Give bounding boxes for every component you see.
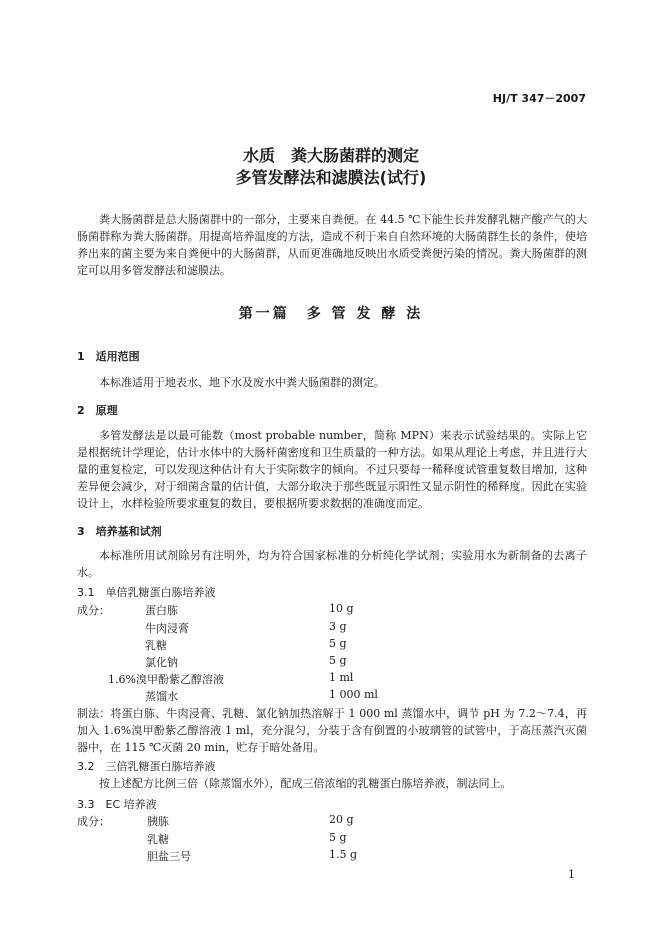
page-number: 1	[568, 868, 575, 881]
standard-code: HJ/T 347－2007	[492, 92, 586, 105]
ingredient-amount: 5 g	[329, 831, 347, 844]
ingredient-name: 蒸馏水	[145, 690, 178, 703]
ingredient-name: 牛肉浸膏	[145, 622, 189, 635]
ingredient-name: 1.6%溴甲酚紫乙醇溶液	[108, 673, 224, 686]
intro-paragraph: 粪大肠菌群是总大肠菌群中的一部分，主要来自粪便。在 44.5 ℃下能生长并发酵乳糖产酸产气的大肠菌群称为粪大肠菌群。用提高培养温度的方法，造成不利于来自自然环境的大肠菌群生长的条件，使培养出来的菌主要为来自粪便中的大肠菌群，从而更准确地反映出水质受粪便污染的情况。粪大肠菌群的测定可以用多管发酵法和滤膜法。	[77, 213, 587, 277]
ingredient-name: 氯化钠	[145, 656, 178, 669]
subsection-3-3-heading: 3.3 EC 培养液	[77, 798, 157, 811]
ingredient-amount: 5 g	[329, 654, 347, 667]
section-1-text: 本标准适用于地表水、地下水及废水中粪大肠菌群的测定。	[99, 376, 385, 389]
subsection-3-2-heading: 3.2 三倍乳糖蛋白胨培养液	[77, 760, 216, 773]
subsection-3-2-text: 按上述配方比例三倍（除蒸馏水外），配成三倍浓缩的乳糖蛋白胨培养液，制法同上。	[99, 777, 512, 790]
section-3-heading: 3 培养基和试剂	[77, 525, 162, 538]
subsection-3-1-heading: 3.1 单倍乳糖蛋白胨培养液	[77, 586, 216, 599]
ingredient-amount: 20 g	[329, 813, 354, 826]
ingredients-label: 成分：	[77, 604, 110, 617]
ingredient-name: 蛋白胨	[145, 604, 178, 617]
ingredients-label: 成分：	[77, 815, 110, 828]
section-2-heading: 2 原理	[77, 404, 118, 417]
ingredient-name: 乳糖	[145, 639, 167, 652]
section-3-text: 本标准所用试剂除另有注明外，均为符合国家标准的分析纯化学试剂；实验用水为新制备的去离子水。	[77, 549, 587, 579]
ingredient-amount: 1 000 ml	[329, 688, 378, 701]
ingredient-amount: 3 g	[329, 620, 347, 633]
part-title: 第一篇 多 管 发 酵 法	[238, 306, 424, 322]
ingredient-amount: 1.5 g	[329, 848, 358, 861]
title-line-1: 水质 粪大肠菌群的测定	[242, 146, 419, 165]
ingredient-name: 乳糖	[147, 833, 169, 846]
section-1-heading: 1 适用范围	[77, 350, 140, 363]
ingredient-amount: 10 g	[329, 602, 354, 615]
section-2-text: 多管发酵法是以最可能数（most probable number，简称 MPN）来表示试验结果的。实际上它是根据统计学理论，估计水体中的大肠杆菌密度和卫生质量的一种方法。如果从理论上考虑，并且进行大量的重复检定，可以发现这种估计有大于实际数字的倾向。不过只要每一稀释度试管重复数目增加，这种差异便会减少，对于细菌含量的估计值，大部分取决于那些既显示阳性又显示阴性的稀释度。因此在实验设计上，水样检验所要求重复的数目，要根据所要求数据的准确度而定。	[77, 429, 587, 510]
ingredient-name: 胆盐三号	[147, 850, 191, 863]
title-line-2: 多管发酵法和滤膜法(试行)	[235, 168, 427, 187]
ingredient-amount: 1 ml	[329, 671, 354, 684]
ingredient-name: 胰胨	[147, 815, 169, 828]
ingredient-amount: 5 g	[329, 637, 347, 650]
preparation-method: 制法：将蛋白胨、牛肉浸膏、乳糖、氯化钠加热溶解于 1 000 ml 蒸馏水中，调节 pH 为 7.2～7.4，再加入 1.6%溴甲酚紫乙醇溶液 1 ml，充分混匀，分装于含有倒置的小玻璃管的试管中，于高压蒸汽灭菌器中，在 115 ℃灭菌 20 min，贮存于暗处备用。	[77, 707, 587, 754]
